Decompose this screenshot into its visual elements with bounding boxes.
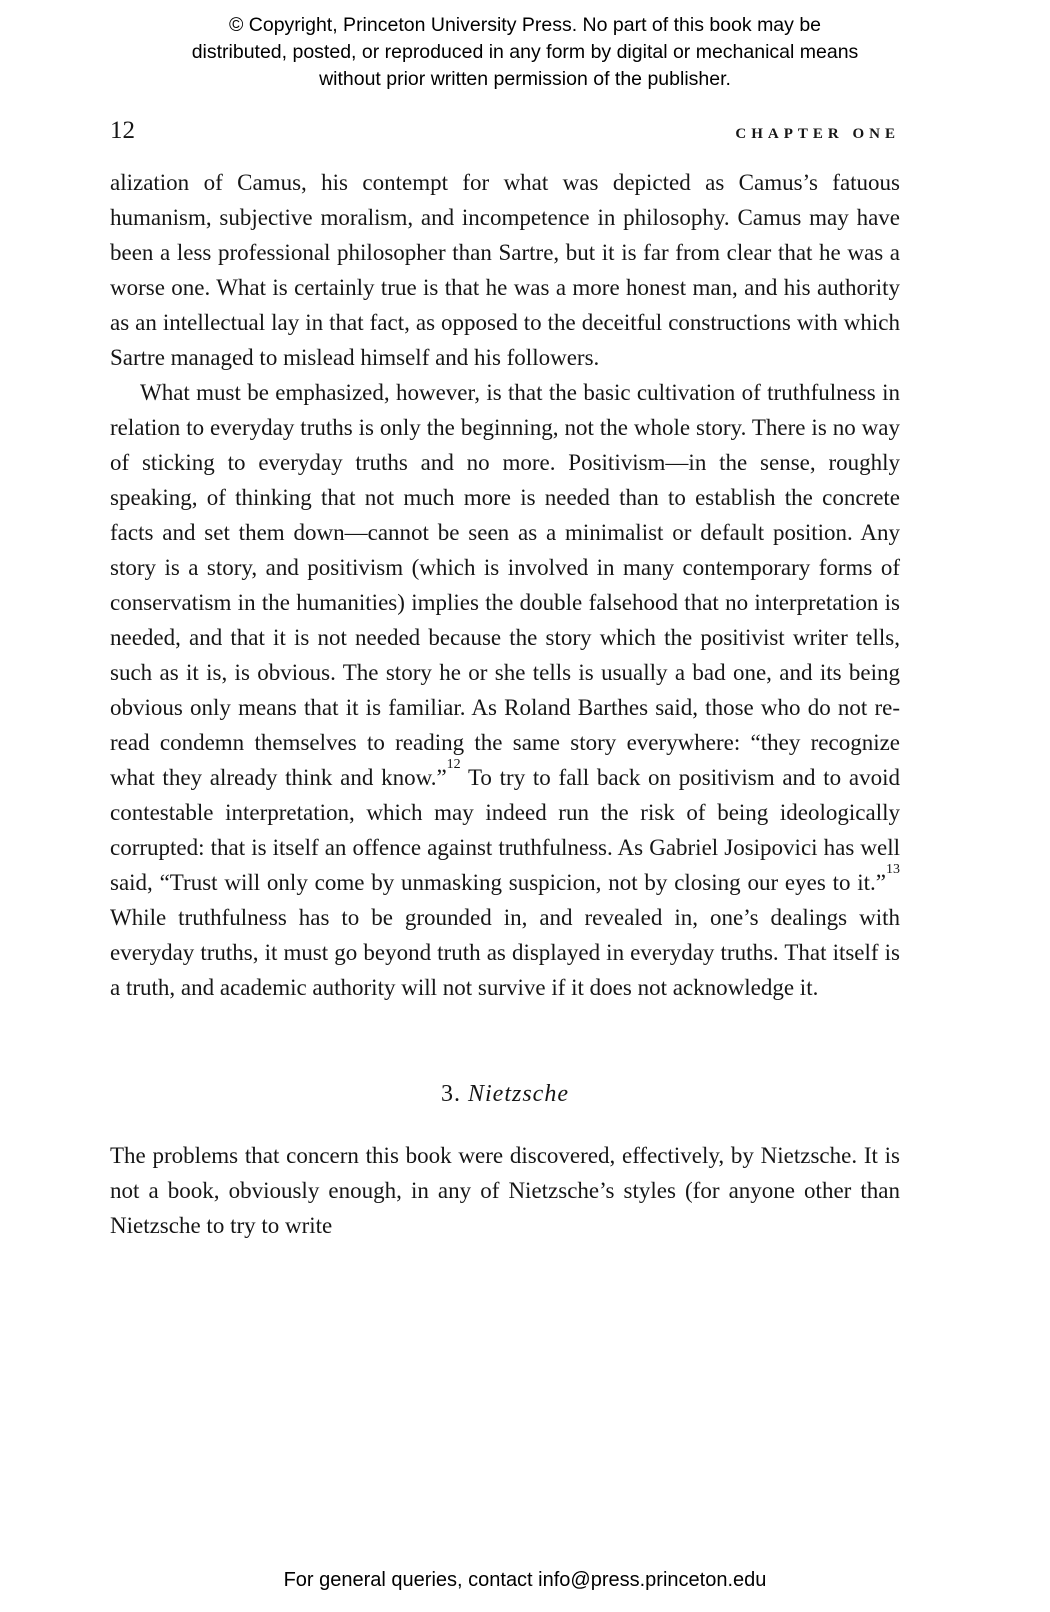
paragraph-camus: alization of Camus, his contempt for what was depicted as Camus’s fatuous humanism, subjective moralism, and incompetence in philosophy. Camus may have been a less professional philosopher than Sartre, but it is far from clear that he was a worse one. What is certainly true is that he was a more honest man, and his authority as an intellectual lay in that fact, as opposed to the deceitful constructions with which Sartre managed to mislead himself and his followers. xyxy=(110,170,900,370)
body-text-block xyxy=(110,165,900,1243)
paragraph-positivism-part1: What must be emphasized, however, is that the basic cultivation of truthfulness in relation to everyday truths is only the beginning, not the whole story. There is no way of sticking to everyday truths and no more. Positivism—in the sense, roughly speaking, of thinking that not much more is needed than to establish the concrete facts and set them down—cannot be seen as a minimalist or default position. Any story is a story, and positivism (which is involved in many contemporary forms of conservatism in the humanities) implies the double falsehood that no interpretation is needed, and that it is not needed because the story which the positivist writer tells, such as it is, is obvious. The story he or she tells is usually a bad one, and its being obvious only means that it is familiar. As Roland Barthes said, those who do not re-read condemn themselves to reading the same story everywhere: “they recognize what they already think and know.” xyxy=(110,380,900,790)
paragraph-positivism-part2: To try to fall back on positivism and to avoid contestable interpretation, which may indeed run the risk of being ideologically corrupted: that is itself an offence against truthfulness. As Gabriel Josipovici has well said, “Trust will only come by unmasking suspicion, not by closing our eyes to it.” xyxy=(110,765,900,895)
running-head-chapter: CHAPTER ONE xyxy=(735,126,900,142)
section-title: Nietzsche xyxy=(468,1081,569,1107)
footnote-ref-13: 13 xyxy=(886,862,900,878)
copyright-notice: © Copyright, Princeton University Press. No part of this book may be distributed, posted, or reproduced in any form by digital or mechanical means without prior written permission of the publisher. xyxy=(191,14,859,90)
page-number: 12 xyxy=(110,117,135,144)
section-heading-nietzsche xyxy=(110,1077,900,1112)
paragraph-positivism-part3: While truthfulness has to be grounded in, and revealed in, one’s dealings with everyday truths, it must go beyond truth as displayed in everyday truths. That itself is a truth, and academic authority will not survive if it does not acknowledge it. xyxy=(110,905,900,1000)
paragraph-nietzsche-intro: The problems that concern this book were discovered, effectively, by Nietzsche. It is not a book, obviously enough, in any of Nietzsche’s styles (for anyone other than Nietzsche to try to write xyxy=(110,1143,900,1238)
footnote-ref-12: 12 xyxy=(446,757,461,773)
footer-queries: For general queries, contact info@press.princeton.edu xyxy=(283,1569,767,1591)
page-header xyxy=(110,117,900,145)
section-number: 3. xyxy=(441,1081,461,1107)
paragraph-positivism xyxy=(110,375,900,1005)
book-page xyxy=(0,12,1050,1612)
